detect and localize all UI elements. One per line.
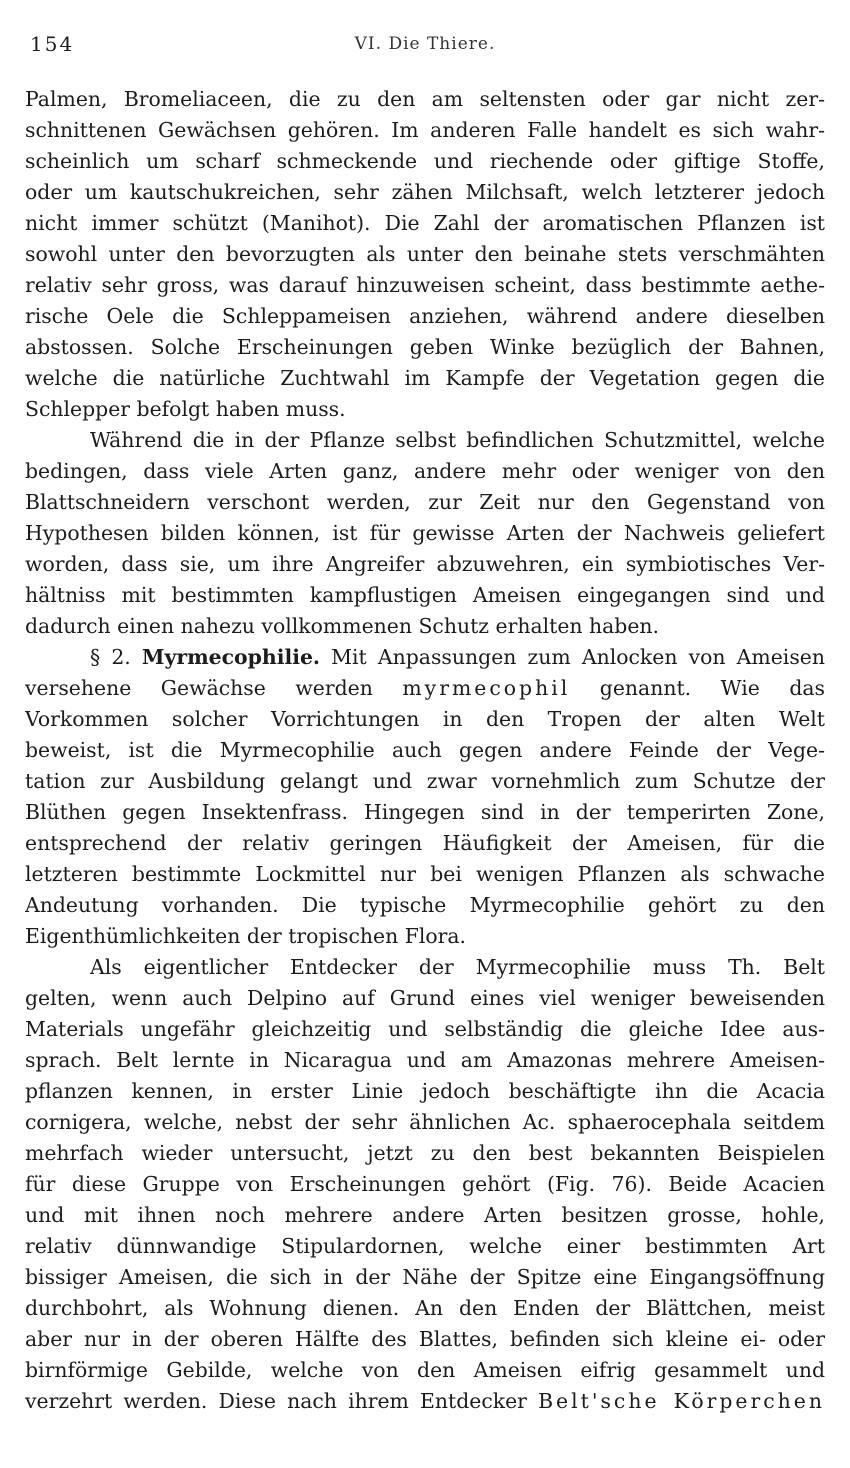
text-line: aber nur in der oberen Hälfte des Blattes, befinden sich kleine ei- oder [25,1327,825,1351]
page-header [25,30,825,60]
text-line: Blattschneidern verschont werden, zur Zeit nur den Gegenstand von [25,490,825,514]
text-run: Mit Anpassungen zum Anlocken von Ameisen [320,645,825,669]
text-line: rische Oele die Schleppameisen anziehen, während andere dieselben [25,304,825,328]
page-number: 154 [30,32,75,56]
text-line: oder um kautschukreichen, sehr zähen Milchsaft, welch letzterer jedoch [25,180,825,204]
text-run: genannt. Wie das [570,676,825,700]
text-line: durchbohrt, als Wohnung dienen. An den Enden der Blättchen, meist [25,1296,825,1320]
emphasized-term: Belt'sche Körperchen [538,1389,825,1413]
text-line: mehrfach wieder untersucht, jetzt zu den best bekannten Beispielen [25,1141,825,1165]
text-line: Materials ungefähr gleichzeitig und selbständig die gleiche Idee aus- [25,1017,825,1041]
running-head: VI. Die Thiere. [354,34,496,54]
text-line: Palmen, Bromeliaceen, die zu den am seltensten oder gar nicht zer- [25,87,825,111]
text-line: beweist, ist die Myrmecophilie auch gegen andere Feinde der Vege- [25,738,825,762]
text-line: birnförmige Gebilde, welche von den Ameisen eifrig gesammelt und [25,1358,825,1382]
text-line: cornigera, welche, nebst der sehr ähnlichen Ac. sphaerocephala seitdem [25,1110,825,1134]
text-line [25,642,825,673]
section-heading: Myrmecophilie. [141,645,321,669]
text-line: Hypothesen bilden können, ist für gewisse Arten der Nachweis geliefert [25,521,825,545]
text-line: relativ sehr gross, was darauf hinzuweisen scheint, dass bestimmte aethe- [25,273,825,297]
text-line: relativ dünnwandige Stipulardornen, welche einer bestimmten Art [25,1234,825,1258]
text-line: tation zur Ausbildung gelangt und zwar vornehmlich zum Schutze der [25,769,825,793]
text-line: bissiger Ameisen, die sich in der Nähe der Spitze eine Eingangsöffnung [25,1265,825,1289]
text-line: nicht immer schützt (Manihot). Die Zahl der aromatischen Pflanzen ist [25,211,825,235]
text-line: sowohl unter den bevorzugten als unter den beinahe stets verschmähten [25,242,825,266]
text-run: versehene Gewächse werden [25,676,403,700]
text-line: Während die in der Pflanze selbst befindlichen Schutzmittel, welche [90,428,825,452]
text-line: schnittenen Gewächsen gehören. Im anderen Falle handelt es sich wahr- [25,118,825,142]
text-line: für diese Gruppe von Erscheinungen gehört (Fig. 76). Beide Acacien [25,1172,825,1196]
text-run: verzehrt werden. Diese nach ihrem Entdecker [25,1389,539,1413]
text-line [25,673,825,704]
text-line: abstossen. Solche Erscheinungen geben Winke bezüglich der Bahnen, [25,335,825,359]
text-line: scheinlich um scharf schmeckende und riechende oder giftige Stoffe, [25,149,825,173]
text-line: Als eigentlicher Entdecker der Myrmecophilie muss Th. Belt [90,955,825,979]
body-text [25,84,825,1417]
text-line: bedingen, dass viele Arten ganz, andere mehr oder weniger von den [25,459,825,483]
text-line: Blüthen gegen Insektenfrass. Hingegen sind in der temperirten Zone, [25,800,825,824]
text-line: entsprechend der relativ geringen Häufigkeit der Ameisen, für die [25,831,825,855]
text-run: § 2. [90,645,142,669]
emphasized-term: myrmecophil [402,676,571,700]
text-line: Schlepper befolgt haben muss. [25,397,346,421]
text-line: hältniss mit bestimmten kampflustigen Ameisen eingegangen sind und [25,583,825,607]
text-line: welche die natürliche Zuchtwahl im Kampfe der Vegetation gegen die [25,366,825,390]
text-line: dadurch einen nahezu vollkommenen Schutz erhalten haben. [25,614,660,638]
text-line: sprach. Belt lernte in Nicaragua und am Amazonas mehrere Ameisen- [25,1048,825,1072]
text-line: Andeutung vorhanden. Die typische Myrmecophilie gehört zu den [25,893,825,917]
text-line: Vorkommen solcher Vorrichtungen in den Tropen der alten Welt [25,707,825,731]
text-line: Eigenthümlichkeiten der tropischen Flora. [25,924,467,948]
text-line [25,1386,825,1417]
text-line: und mit ihnen noch mehrere andere Arten besitzen grosse, hohle, [25,1203,825,1227]
text-line: pflanzen kennen, in erster Linie jedoch beschäftigte ihn die Acacia [25,1079,825,1103]
text-line: worden, dass sie, um ihre Angreifer abzuwehren, ein symbiotisches Ver- [25,552,825,576]
text-line: gelten, wenn auch Delpino auf Grund eines viel weniger beweisenden [25,986,825,1010]
text-line: letzteren bestimmte Lockmittel nur bei wenigen Pflanzen als schwache [25,862,825,886]
